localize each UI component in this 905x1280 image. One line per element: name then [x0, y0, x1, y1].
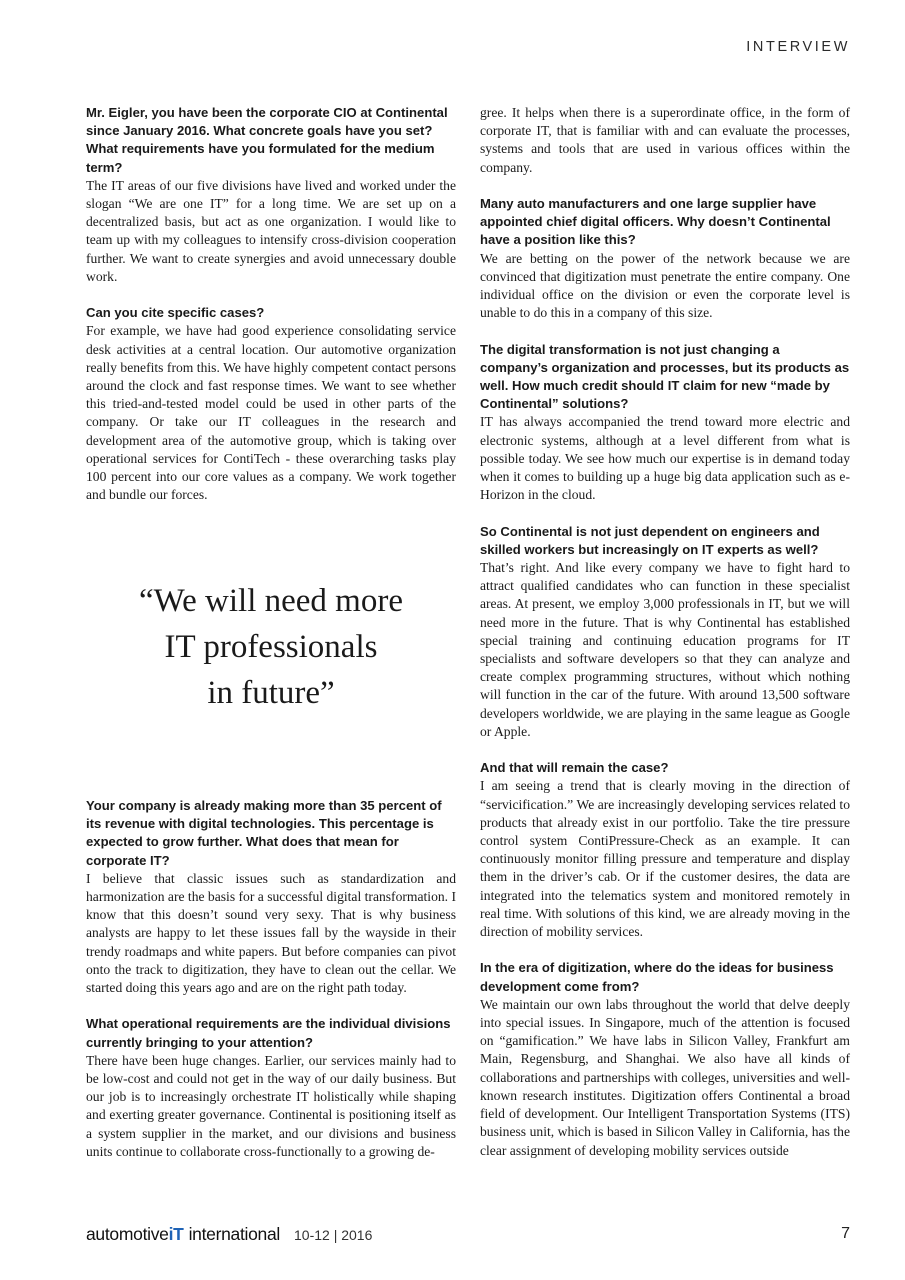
question: The digital transformation is not just changing a company’s organization and processes, but its products as well. How much credit should IT claim for new “made by Continental” solutions? [480, 341, 850, 412]
answer: We are betting on the power of the network because we are convinced that digitization must penetrate the entire company. One individual office on the division or even the corporate level is unable to do this in a company of this size. [480, 250, 850, 321]
question: Can you cite specific cases? [86, 305, 265, 321]
page-number: 7 [841, 1225, 850, 1242]
answer: The IT areas of our five divisions have lived and worked under the slogan “We are one IT” for a long time. We are set up on a decentralized basis, but act as one organization. I would like to team up with my colleagues to intensify cross-division cooperation further. We want to create synergies and avoid unnecessary double work. [86, 177, 456, 284]
left-column-lower [86, 797, 456, 1161]
issue-date: 10-12 | 2016 [294, 1227, 373, 1243]
answer-continuation: gree. It helps when there is a superordinate office, in the form of corporate IT, that is familiar with and can evaluate the processes, systems and tools that are used in various offices within the company. [480, 105, 850, 175]
question: So Continental is not just dependent on engineers and skilled workers but increasingly on IT experts as well? [480, 523, 820, 557]
pull-quote-line: “We will need more [139, 583, 403, 619]
section-label: INTERVIEW [746, 39, 850, 55]
answer: For example, we have had good experience consolidating service desk activities at a central location. Our automotive organization really benefits from this. We have highly competent contact persons around the clock and fast response times. We want to see whether this tried-and-tested model could be used in other parts of the company. Or take our IT colleagues in the research and development area of the automotive group, which is taking over operational services for ContiTech - these overarching tasks play 100 percent into our core values as a company. We work together and bundle our forces. [86, 323, 456, 503]
publication-logo [86, 1224, 280, 1245]
pull-quote-line: in future” [207, 675, 335, 711]
right-column [480, 104, 850, 1160]
answer: That’s right. And like every company we have to fight hard to attract qualified candidates who can function in these specialist areas. At present, we employ 3,000 professionals in IT, but we will need more in the future. That is why Continental has established special training and continuing education programs for IT specialists and software developers so that they can analyze and create complex programming structures, without which nothing will function in the car of the future. With around 13,500 software developers worldwide, we are playing in the same league as Google or Apple. [480, 560, 850, 739]
question: In the era of digitization, where do the ideas for business development come from? [480, 960, 834, 994]
question: Mr. Eigler, you have been the corporate CIO at Continental since January 2016. What concrete goals have you set? What requirements have you formulated for the medium term? [86, 105, 448, 175]
pull-quote [86, 578, 456, 716]
pull-quote-line: IT professionals [164, 629, 378, 665]
question: And that will remain the case? [480, 760, 669, 776]
question: Your company is already making more than 35 percent of its revenue with digital technologies. This percentage is expected to grow further. What does that mean for corporate IT? [86, 798, 442, 868]
logo-prefix: automotive [86, 1224, 169, 1244]
logo-suffix: international [188, 1224, 281, 1244]
answer: IT has always accompanied the trend toward more electric and electronic systems, although at a level different from what is possible today. We see how much our expertise is in demand today when it comes to building up a huge big data application such as e-Horizon in the cloud. [480, 414, 850, 503]
question: Many auto manufacturers and one large supplier have appointed chief digital officers. Why doesn’t Continental have a position like this? [480, 196, 831, 248]
answer: We maintain our own labs throughout the world that delve deeply into special issues. In Singapore, much of the attention is focused on “gamification.” We have labs in Silicon Valley, Frankfurt am Main, Regensburg, and Shanghai. We also have all kinds of collaborations and partnerships with colleges, universities and well-known research institutes. Digitization offers Continental a broad field of development. Our Intelligent Transportation Systems (ITS) business unit, which is based in Silicon Valley in California, has the clear assignment of developing mobility services outside [480, 996, 850, 1158]
answer: I believe that classic issues such as standardization and harmonization are the basis for a successful digital transformation. I know that this doesn’t sound very sexy. That is why business analysts are happy to let these issues fall by the wayside in their trendy roadmaps and white papers. But before companies can pivot onto the track to digitization, they have to clean out the cellar. We started doing this years ago and are on the right path today. [86, 870, 456, 996]
left-column [86, 104, 456, 523]
answer: There have been huge changes. Earlier, our services mainly had to be low-cost and could not get in the way of our daily business. But our job is to increasingly orchestrate IT holistically while shaping and exerting greater governance. Continental is positioning itself as a system supplier in the market, and our divisions and business units continue to collaborate cross-functionally to a growing de- [86, 1052, 456, 1159]
logo-it-mark: iT [168, 1224, 184, 1244]
question: What operational requirements are the individual divisions currently bringing to your attention? [86, 1016, 451, 1050]
answer: I am seeing a trend that is clearly moving in the direction of “servicification.” We are increasingly developing services related to products that already exist in our portfolio. Take the tire pressure control system ContiPressure-Check as an example. It can continuously monitor filling pressure and temperature and display them in the driver’s cab. Or if the customer desires, the data are integrated into the telematics system and monitored remotely in real time. With solutions of this kind, we are already moving in the direction of mobility services. [480, 778, 850, 940]
footer [86, 1224, 372, 1245]
